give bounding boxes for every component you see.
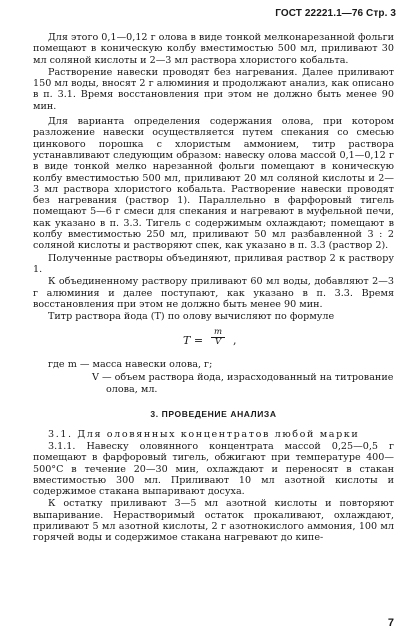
paragraph: К остатку приливают 3—5 мл азотной кислоты и повторяют выпаривание. Нерастворимый остаток прокаливают, охлаждают, приливают 5 мл азотной кислоты, 2 г азотнокислого аммония, 100 мл горячей воды и содержимое стакана нагревают до кипе- [33,498,394,544]
paragraph: 3.1.1. Навеску оловянного концентрата массой 0,25—0,5 г помещают в фарфоровый тигель, обжигают при температуре 400—500°С в течение 20—30 мин, охлаждают и переносят в стакан вместимостью 300 мл. Приливают 10 мл азотной кислоты и содержимое стакана выпаривают досуха. [33,440,394,498]
formula-lhs: T = [183,334,204,348]
formula-numerator: m [211,328,225,338]
paragraph: Для этого 0,1—0,12 г олова в виде тонкой мелконарезанной фольги помещают в коническую колбу вместимостью 500 мл, приливают 30 мл соляной кислоты и 2—3 мл раствора хлористого кобальта. [33,32,394,66]
formula-denominator: V [214,337,222,348]
definition-v-cont: олова, мл. [106,384,158,396]
titer-formula [33,328,394,354]
where-word: где [48,359,65,371]
formula-comma: , [233,334,237,348]
section-title: 3. ПРОВЕДЕНИЕ АНАЛИЗА [150,409,277,420]
paragraph: Для варианта определения содержания олова, при котором разложение навески осуществляется путем спекания со смесью цинкового порошка с хлористым аммонием, титр раствора устанавливают следующим образом: навеску олова массой 0,1—0,12 г в виде тонкой мелко нарезанной фольги помещают в коническую колбу вместимостью 500 мл, приливают 20 мл соляной кислоты и 2—3 мл раствора хлористого кобальта. Растворение навески проводят без нагревания (раствор 1). Параллельно в фарфоровый тигель помещают 5—6 г смеси для спекания и нагревают в муфельной печи, как указано в п. 3.3. Тигель с содержимым охлаждают; помещают в колбу вместимостью 250 мл, приливают 50 мл разбавленной 3 : 2 соляной кислоты и растворяют спек, как указано в п. 3.3 (раствор 2). [33,116,394,252]
definition-m [33,359,394,370]
body-text [33,32,394,545]
definition-v: V — объем раствора йода, израсходованный на титрование [92,371,394,383]
subsection-title: 3.1. Для оловянных концентратов любой марки [48,428,360,440]
page-number: 7 [387,617,394,629]
paragraph: Растворение навески проводят без нагревания. Далее приливают 150 мл воды, вносят 2 г алюминия и продолжают анализ, как описано в п. 3.1. Время восстановления при этом не должно быть менее 90 мин. [33,66,394,112]
paragraph: К объединенному раствору приливают 60 мл воды, добавляют 2—3 г алюминия и далее поступают, как указано в п. 3.3. Время восстановления при этом не должно быть менее 90 мин. [33,276,394,310]
paragraph: Полученные растворы объединяют, приливая раствор 2 к раствору 1. [33,252,394,275]
paragraph: Титр раствора йода (T) по олову вычисляют по формуле [48,311,335,323]
page-header: ГОСТ 22221.1—76 Стр. 3 [275,8,396,19]
definition-m-text: m — масса навески олова, г; [67,359,213,371]
formula-fraction [211,328,225,347]
